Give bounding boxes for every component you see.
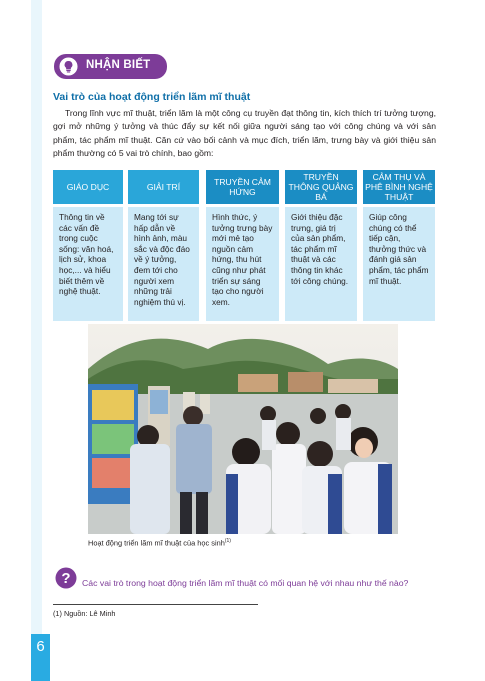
page-number-tab (31, 634, 50, 681)
section-badge (54, 54, 167, 79)
role-description: Hình thức, ý tưởng trưng bày mới mẻ tạo nguồn cảm hứng, thu hút cũng như phát triển sự sáng tạo cho người xem. (206, 207, 279, 321)
caption-text: Hoạt động triển lãm mĩ thuật của học sinh (88, 538, 225, 548)
role-title: CẢM THỤ VÀ PHÊ BÌNH NGHỆ THUẬT (363, 170, 435, 204)
role-title: TRUYỀN THÔNG QUẢNG BÁ (285, 170, 357, 204)
side-margin-bar (31, 0, 42, 681)
lightbulb-icon (59, 57, 78, 76)
svg-text:?: ? (61, 570, 71, 587)
role-description: Thông tin về các vấn đề trong cuộc sống: văn hoá, lịch sử, khoa học,... và hiểu biết thêm về nghệ thuật. (53, 207, 123, 321)
badge-label: NHẬN BIẾT (86, 59, 151, 71)
caption-footnote-ref: (1) (224, 538, 231, 544)
role-column-education (53, 170, 123, 321)
role-column-entertainment (128, 170, 199, 321)
page-number: 6 (36, 638, 45, 655)
role-description: Mang tới sự hấp dẫn về hình ảnh, màu sắc và độc đáo về ý tưởng, đem tới cho người xem những trải nghiệm thú vị. (128, 207, 199, 321)
question-icon (55, 567, 77, 589)
role-description: Giới thiệu đặc trưng, giá trị của sản phẩm, tác phẩm mĩ thuật và các thông tin khác tới công chúng. (285, 207, 357, 321)
role-column-appreciation (363, 170, 435, 321)
role-description: Giúp công chúng có thể tiếp cận, thưởng thức và đánh giá sản phẩm, tác phẩm mĩ thuật. (363, 207, 435, 321)
role-title: GIÁO DỤC (53, 170, 123, 204)
role-title: GIẢI TRÍ (128, 170, 199, 204)
exhibition-photo (88, 324, 398, 534)
role-title: TRUYỀN CẢM HỨNG (206, 170, 279, 204)
role-column-promotion (285, 170, 357, 321)
footnote-divider (53, 604, 258, 605)
footnote: (1) Nguồn: Lê Minh (53, 609, 116, 618)
intro-paragraph: Trong lĩnh vực mĩ thuật, triển lãm là một công cụ truyền đạt thông tin, kích thích trí tưởng tượng, gợi mở những ý tưởng và thúc đẩy sự kết nối giữa người sáng tạo với công chúng và với sản phẩm, tác phẩm mĩ thuật. Căn cứ vào bối cảnh và mục đích, triển lãm, trưng bày và giới thiệu sản phẩm thường có 5 vai trò chính, bao gồm: (53, 108, 436, 159)
role-column-inspiration (206, 170, 279, 321)
photo-caption (88, 538, 231, 547)
question-text: Các vai trò trong hoạt động triển lãm mĩ thuật có mối quan hệ với nhau như thế nào? (82, 578, 409, 588)
section-title: Vai trò của hoạt động triển lãm mĩ thuật (53, 91, 251, 103)
